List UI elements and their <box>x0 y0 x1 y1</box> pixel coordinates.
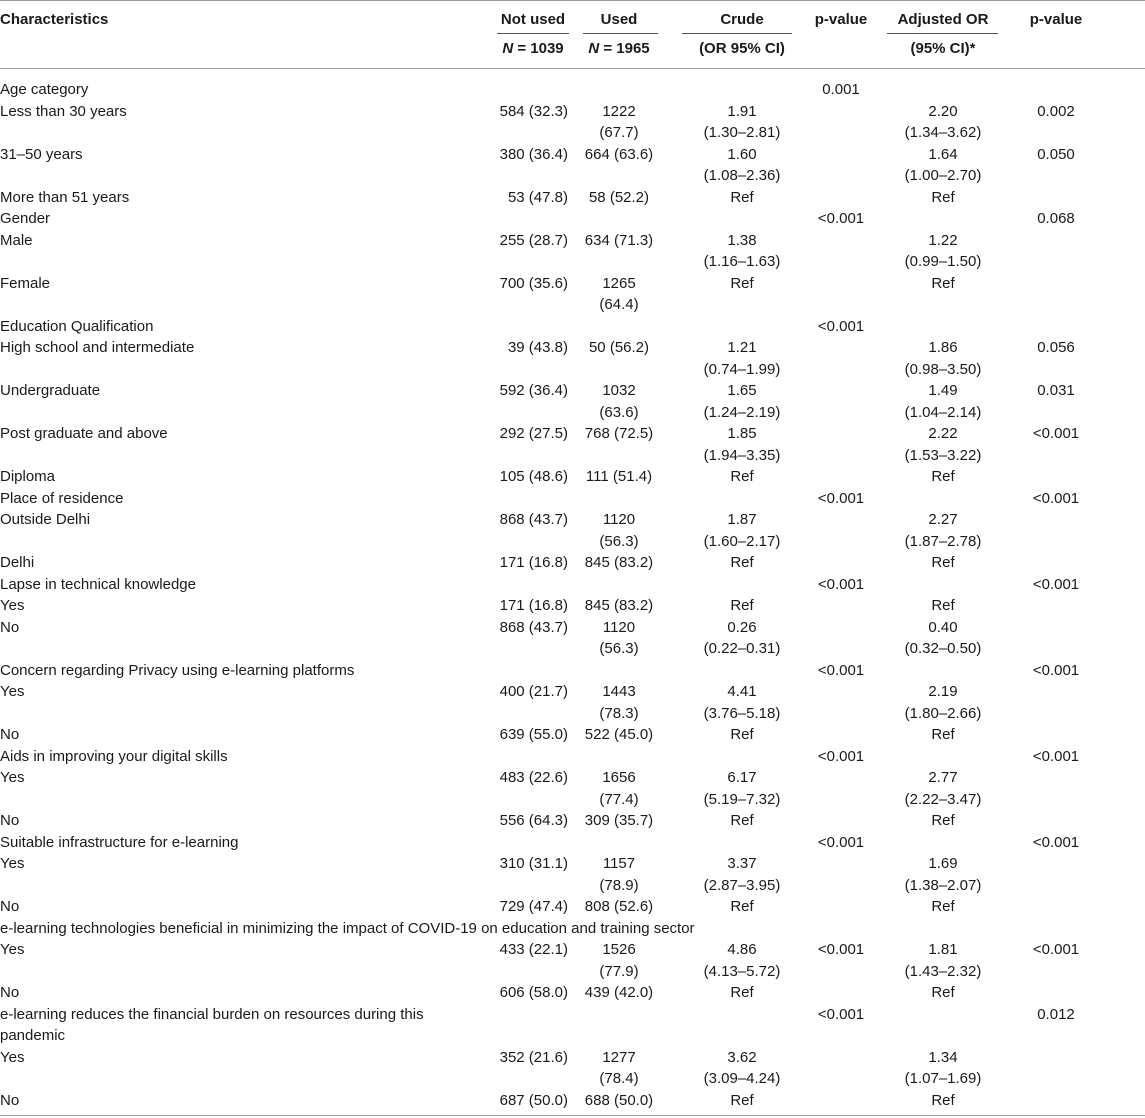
cell-crude-or: (1.24–2.19) <box>703 403 781 421</box>
cell-not-used: 171 (16.8) <box>499 554 568 571</box>
header-underline-not-used <box>497 33 569 34</box>
cell-used: 808 (52.6) <box>584 898 654 915</box>
cell-used: 111 (51.4) <box>585 468 653 485</box>
cell-adjusted-or: 2.20 <box>928 102 958 120</box>
cell-used: (78.3) <box>599 704 639 722</box>
cell-crude-or: (1.30–2.81) <box>703 124 781 141</box>
cell-used: 845 (83.2) <box>584 597 654 614</box>
row-label: No <box>0 812 20 829</box>
cell-crude-or: 1.38 <box>727 231 757 249</box>
cell-adjusted-or: (1.80–2.66) <box>904 704 982 722</box>
row-label: Place of residence <box>0 489 124 507</box>
cell-p-value-crude: <0.001 <box>817 489 865 507</box>
cell-not-used: 729 (47.4) <box>499 898 568 915</box>
header-bottom-rule <box>0 68 1145 69</box>
n-not-used-value: = 1039 <box>513 40 564 57</box>
header-adjusted-sub: (95% CI)* <box>910 40 976 57</box>
n-symbol: N <box>502 40 514 57</box>
cell-crude-or: Ref <box>730 984 754 1001</box>
cell-used: 1443 <box>602 683 636 700</box>
cell-crude-or: 1.65 <box>727 382 757 399</box>
cell-used: (78.4) <box>599 1070 639 1087</box>
cell-used: 1120 <box>602 618 636 636</box>
cell-p-value-adjusted: 0.056 <box>1037 339 1075 356</box>
cell-p-value-adjusted: 0.012 <box>1037 1005 1075 1023</box>
cell-p-value-crude: <0.001 <box>817 210 865 227</box>
cell-adjusted-or: (1.38–2.07) <box>904 876 982 894</box>
row-label: Outside Delhi <box>0 511 91 528</box>
cell-used: 688 (50.0) <box>584 1091 654 1109</box>
cell-crude-or: 4.86 <box>727 941 757 958</box>
cell-adjusted-or: Ref <box>931 726 955 743</box>
cell-p-value-adjusted: 0.002 <box>1037 102 1075 120</box>
cell-used: 634 (71.3) <box>584 231 654 249</box>
row-label: Female <box>0 274 51 292</box>
cell-p-value-crude: <0.001 <box>817 941 865 958</box>
cell-not-used: 400 (21.7) <box>499 683 568 700</box>
cell-used: 1120 <box>602 511 636 528</box>
cell-crude-or: Ref <box>730 597 754 614</box>
cell-crude-or: Ref <box>730 726 754 743</box>
cell-not-used: 292 (27.5) <box>499 425 568 442</box>
header-n-used <box>578 38 660 60</box>
cell-p-value-adjusted: 0.031 <box>1037 382 1075 399</box>
cell-adjusted-or: (1.34–3.62) <box>904 124 982 141</box>
cell-crude-or: (1.16–1.63) <box>703 253 781 270</box>
cell-adjusted-or: (1.00–2.70) <box>904 167 982 184</box>
row-label: Yes <box>0 1048 25 1066</box>
cell-p-value-crude: <0.001 <box>817 833 865 851</box>
cell-adjusted-or: 0.40 <box>928 618 958 636</box>
cell-crude-or: 3.37 <box>727 855 757 872</box>
cell-p-value-crude: <0.001 <box>817 575 865 593</box>
cell-not-used: 53 (47.8) <box>507 188 568 206</box>
row-label: No <box>0 726 20 743</box>
cell-crude-or: (1.08–2.36) <box>703 167 781 184</box>
row-label: Undergraduate <box>0 382 101 399</box>
cell-p-value-adjusted: <0.001 <box>1032 833 1080 851</box>
cell-crude-or: 1.21 <box>727 339 757 356</box>
cell-p-value-crude: 0.001 <box>822 81 860 98</box>
cell-crude-or: (0.74–1.99) <box>703 360 781 378</box>
header-crude: Crude <box>720 11 764 28</box>
row-label: Suitable infrastructure for e-learning <box>0 833 239 851</box>
row-label: Diploma <box>0 468 56 485</box>
cell-p-value-adjusted: <0.001 <box>1032 747 1080 765</box>
cell-crude-or: 1.85 <box>727 425 757 442</box>
cell-not-used: 556 (64.3) <box>499 812 568 829</box>
header-underline-adjusted <box>887 33 998 34</box>
cell-used: 1656 <box>602 769 636 786</box>
cell-used: 1277 <box>602 1048 636 1066</box>
cell-used: 1157 <box>602 855 636 872</box>
cell-used: (56.3) <box>599 532 639 550</box>
cell-p-value-crude: <0.001 <box>817 661 865 679</box>
cell-crude-or: 0.26 <box>727 618 757 636</box>
cell-crude-or: (3.09–4.24) <box>703 1070 781 1087</box>
cell-adjusted-or: Ref <box>931 597 955 614</box>
cell-not-used: 639 (55.0) <box>499 726 568 743</box>
cell-adjusted-or: 2.27 <box>928 511 958 528</box>
cell-p-value-adjusted: 0.050 <box>1037 145 1075 163</box>
cell-crude-or: (3.76–5.18) <box>703 704 781 722</box>
row-label: Yes <box>0 769 25 786</box>
cell-p-value-adjusted: <0.001 <box>1032 661 1080 679</box>
cell-crude-or: 1.91 <box>727 102 757 120</box>
cell-adjusted-or: 1.22 <box>928 231 958 249</box>
cell-crude-or: (1.94–3.35) <box>703 446 781 464</box>
row-label: No <box>0 898 20 915</box>
cell-p-value-adjusted: <0.001 <box>1032 941 1080 958</box>
header-p-value-1: p-value <box>814 11 868 28</box>
cell-used: 439 (42.0) <box>584 984 654 1001</box>
n-symbol: N <box>588 40 600 57</box>
cell-adjusted-or: 2.77 <box>928 769 958 786</box>
cell-crude-or: Ref <box>730 554 754 571</box>
row-label: Yes <box>0 597 25 614</box>
cell-not-used: 868 (43.7) <box>499 511 568 528</box>
header-crude-sub: (OR 95% CI) <box>699 40 785 57</box>
cell-adjusted-or: 1.64 <box>928 145 958 163</box>
row-label: Yes <box>0 855 25 872</box>
cell-adjusted-or: (1.07–1.69) <box>904 1070 982 1087</box>
header-not-used: Not used <box>500 11 566 28</box>
row-label: Delhi <box>0 554 35 571</box>
cell-used: 58 (52.2) <box>588 188 650 206</box>
cell-crude-or: 4.41 <box>727 683 757 700</box>
cell-not-used: 606 (58.0) <box>499 984 568 1001</box>
cell-used: (64.4) <box>599 296 639 313</box>
cell-used: 845 (83.2) <box>584 554 654 571</box>
cell-adjusted-or: Ref <box>931 274 955 292</box>
cell-not-used: 433 (22.1) <box>499 941 568 958</box>
cell-crude-or: Ref <box>730 274 754 292</box>
row-label: Aids in improving your digital skills <box>0 747 228 765</box>
cell-used: 664 (63.6) <box>584 145 654 163</box>
cell-p-value-crude: <0.001 <box>817 1005 865 1023</box>
cell-adjusted-or: 1.81 <box>928 941 958 958</box>
header-underline-crude <box>682 33 792 34</box>
cell-not-used: 584 (32.3) <box>499 102 568 120</box>
header-p-value-2: p-value <box>1029 11 1083 28</box>
cell-adjusted-or: 2.22 <box>928 425 958 442</box>
cell-not-used: 105 (48.6) <box>499 468 568 485</box>
row-label: Lapse in technical knowledge <box>0 575 196 593</box>
cell-crude-or: (0.22–0.31) <box>703 640 781 657</box>
cell-used: 1265 <box>602 274 636 292</box>
cell-used: (78.9) <box>599 876 639 894</box>
cell-crude-or: Ref <box>730 812 754 829</box>
cell-adjusted-or: 1.49 <box>928 382 958 399</box>
cell-adjusted-or: (1.04–2.14) <box>904 403 982 421</box>
cell-crude-or: (1.60–2.17) <box>703 532 781 550</box>
row-label: Yes <box>0 683 25 700</box>
cell-used: (56.3) <box>599 640 639 657</box>
header-n-not-used <box>492 38 574 60</box>
row-label: Age category <box>0 81 89 98</box>
table-top-rule <box>0 0 1145 1</box>
cell-crude-or: 6.17 <box>727 769 757 786</box>
cell-adjusted-or: (0.99–1.50) <box>904 253 982 270</box>
row-label: e-learning reduces the financial burden on resources during this pandemic <box>0 1005 424 1044</box>
row-label: Less than 30 years <box>0 102 127 120</box>
cell-crude-or: Ref <box>730 1091 754 1109</box>
row-label: Gender <box>0 210 51 227</box>
cell-not-used: 687 (50.0) <box>499 1091 568 1109</box>
cell-crude-or: (4.13–5.72) <box>703 962 781 980</box>
row-label: 31–50 years <box>0 145 83 163</box>
cell-adjusted-or: Ref <box>931 554 955 571</box>
cell-adjusted-or: 2.19 <box>928 683 958 700</box>
n-used-value: = 1965 <box>599 40 650 57</box>
cell-p-value-adjusted: 0.068 <box>1037 210 1075 227</box>
cell-crude-or: (2.87–3.95) <box>703 876 781 894</box>
cell-adjusted-or: Ref <box>931 984 955 1001</box>
cell-used: 1222 <box>602 102 636 120</box>
cell-not-used: 352 (21.6) <box>499 1048 568 1066</box>
row-label: High school and intermediate <box>0 339 195 356</box>
row-label: Concern regarding Privacy using e-learning platforms <box>0 661 355 679</box>
cell-not-used: 592 (36.4) <box>499 382 568 399</box>
table-bottom-rule <box>0 1115 1145 1116</box>
header-underline-used <box>583 33 658 34</box>
row-label: Education Qualification <box>0 317 154 335</box>
cell-adjusted-or: (0.32–0.50) <box>904 640 982 657</box>
cell-crude-or: 3.62 <box>727 1048 757 1066</box>
cell-used: (63.6) <box>599 403 639 421</box>
row-label: No <box>0 984 20 1001</box>
cell-crude-or: Ref <box>730 898 754 915</box>
cell-not-used: 868 (43.7) <box>499 618 568 636</box>
cell-adjusted-or: (1.87–2.78) <box>904 532 982 550</box>
header-used: Used <box>600 11 638 28</box>
cell-not-used: 700 (35.6) <box>499 274 568 292</box>
cell-adjusted-or: 1.86 <box>928 339 958 356</box>
cell-adjusted-or: 1.34 <box>928 1048 958 1066</box>
cell-used: (77.9) <box>599 962 639 980</box>
cell-crude-or: Ref <box>730 188 754 206</box>
row-label: Yes <box>0 941 25 958</box>
cell-p-value-crude: <0.001 <box>817 317 865 335</box>
cell-crude-or: Ref <box>730 468 754 485</box>
cell-not-used: 310 (31.1) <box>499 855 568 872</box>
cell-used: 522 (45.0) <box>584 726 654 743</box>
cell-used: 1526 <box>602 941 636 958</box>
cell-not-used: 380 (36.4) <box>499 145 568 163</box>
row-label: Male <box>0 231 33 249</box>
cell-used: 1032 <box>602 382 636 399</box>
cell-not-used: 483 (22.6) <box>499 769 568 786</box>
cell-used: 309 (35.7) <box>584 812 654 829</box>
cell-p-value-adjusted: <0.001 <box>1032 425 1080 442</box>
cell-adjusted-or: 1.69 <box>928 855 958 872</box>
cell-adjusted-or: (2.22–3.47) <box>904 790 982 808</box>
cell-adjusted-or: Ref <box>931 898 955 915</box>
cell-p-value-adjusted: <0.001 <box>1032 489 1080 507</box>
cell-not-used: 39 (43.8) <box>507 339 568 356</box>
row-label: e-learning technologies beneficial in minimizing the impact of COVID-19 on education and training sector <box>0 919 695 937</box>
cell-not-used: 171 (16.8) <box>499 597 568 614</box>
row-label: No <box>0 1091 20 1109</box>
cell-used: 50 (56.2) <box>588 339 650 356</box>
cell-crude-or: 1.87 <box>727 511 757 528</box>
cell-crude-or: 1.60 <box>727 145 757 163</box>
cell-adjusted-or: Ref <box>931 812 955 829</box>
header-adjusted-or: Adjusted OR <box>897 11 989 28</box>
cell-adjusted-or: Ref <box>931 1091 955 1109</box>
cell-adjusted-or: (1.43–2.32) <box>904 962 982 980</box>
cell-crude-or: (5.19–7.32) <box>703 790 781 808</box>
row-label: Post graduate and above <box>0 425 168 442</box>
cell-adjusted-or: Ref <box>931 188 955 206</box>
row-label: More than 51 years <box>0 188 130 206</box>
cell-adjusted-or: (1.53–3.22) <box>904 446 982 464</box>
cell-adjusted-or: Ref <box>931 468 955 485</box>
cell-used: (77.4) <box>599 790 639 808</box>
cell-not-used: 255 (28.7) <box>499 231 568 249</box>
cell-used: 768 (72.5) <box>584 425 654 442</box>
cell-used: (67.7) <box>599 124 639 141</box>
cell-adjusted-or: (0.98–3.50) <box>904 360 982 378</box>
row-label: No <box>0 618 20 636</box>
cell-p-value-crude: <0.001 <box>817 747 865 765</box>
cell-p-value-adjusted: <0.001 <box>1032 575 1080 593</box>
header-characteristics: Characteristics <box>0 11 109 28</box>
